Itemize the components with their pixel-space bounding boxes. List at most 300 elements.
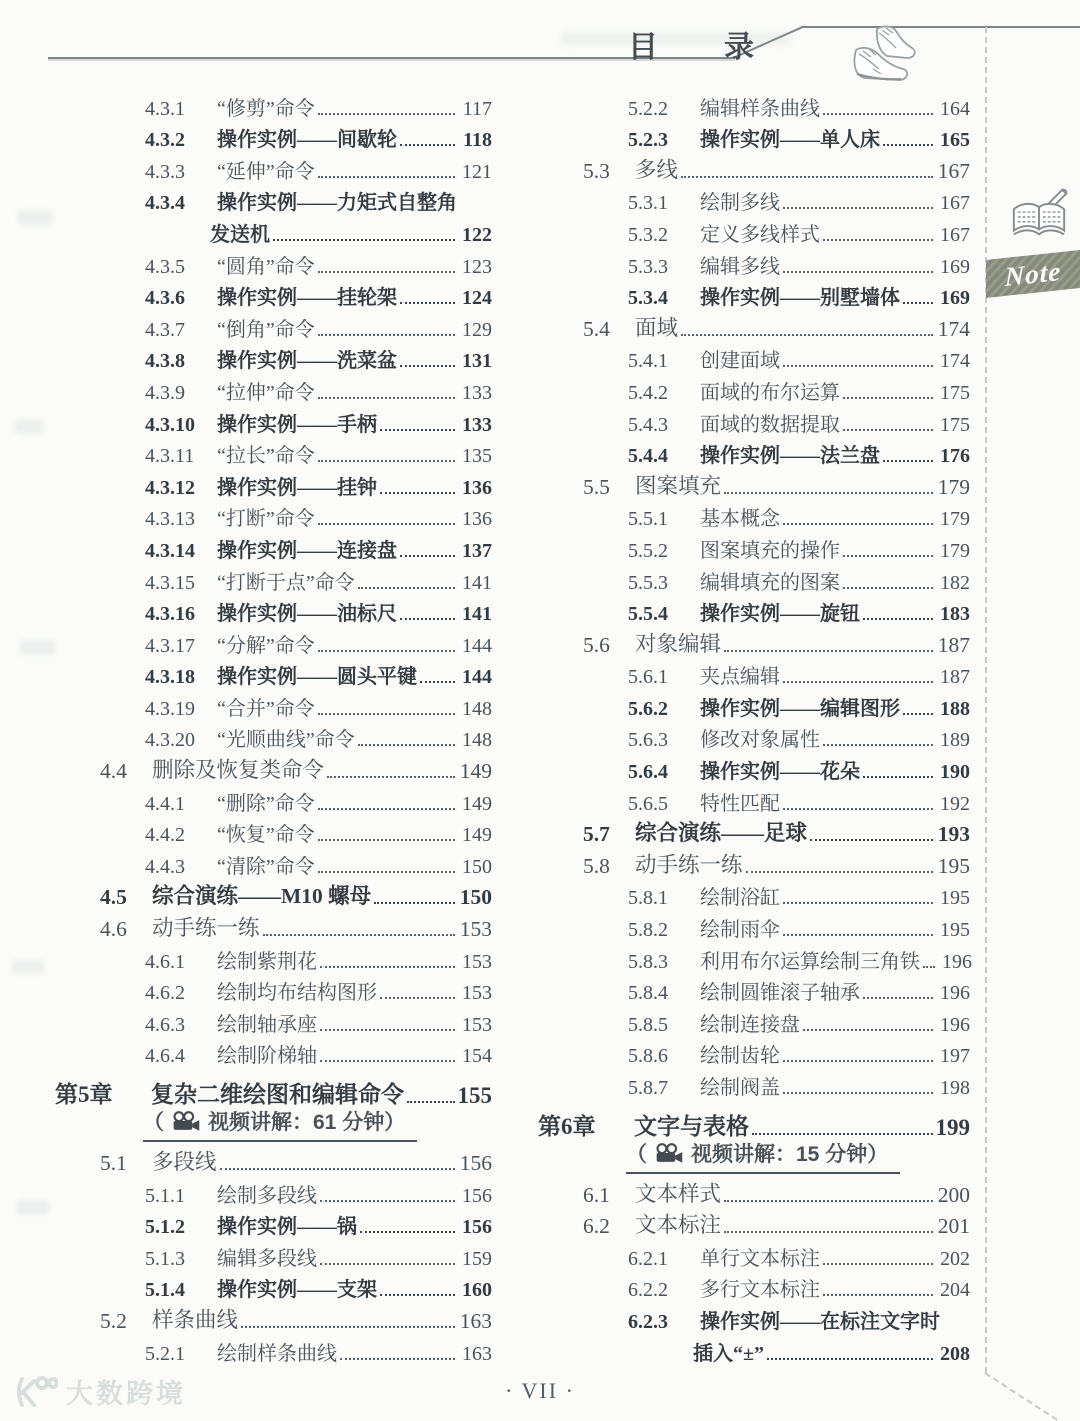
toc-entry [538, 437, 970, 469]
entry-page: 198 [940, 1077, 970, 1099]
entry-number: 5.1.4 [145, 1279, 185, 1302]
entry-title: 文本标注 [635, 1213, 722, 1238]
leader-dots [327, 776, 455, 778]
entry-number: 5.2.2 [628, 97, 668, 120]
entry-number: 6.2.2 [628, 1279, 668, 1302]
entry-title: 单行文本标注 [700, 1247, 820, 1270]
toc-entry [538, 373, 970, 405]
leader-dots [380, 492, 455, 494]
entry-number: 5.8.3 [628, 950, 668, 973]
leader-dots [318, 839, 455, 841]
entry-title: 绘制多段线 [217, 1184, 317, 1207]
toc-entry [55, 1271, 492, 1303]
entry-title: 操作实例——锅 [217, 1216, 357, 1239]
leader-dots [273, 239, 455, 241]
entry-title: 创建面域 [700, 350, 780, 373]
entry-number: 4.3.20 [145, 729, 195, 752]
toc-entry [538, 910, 970, 942]
entry-title: 编辑多段线 [217, 1247, 317, 1270]
leader-dots [318, 113, 455, 115]
leader-dots [783, 365, 933, 367]
watermark-text: 大数跨境 [66, 1379, 186, 1409]
entry-page: 144 [462, 666, 492, 689]
leader-dots [400, 144, 455, 146]
entry-title: 绘制连接盘 [700, 1013, 800, 1036]
entry-number: 5.3.2 [628, 223, 668, 246]
leader-dots [318, 397, 455, 399]
entry-title: “倒角”命令 [217, 318, 315, 341]
toc-entry [55, 563, 492, 595]
entry-number: 4.4 [100, 759, 127, 784]
leader-dots [318, 523, 455, 525]
entry-page: 165 [940, 129, 970, 152]
entry-page: 155 [457, 1083, 492, 1109]
leader-dots [358, 744, 455, 746]
entry-number: 5.1 [100, 1151, 127, 1175]
toc-entry [55, 1334, 492, 1366]
entry-page: 121 [462, 160, 492, 183]
leader-dots [374, 902, 455, 904]
entry-page: 196 [940, 982, 970, 1005]
entry-title: 操作实例——挂轮架 [217, 287, 397, 310]
toc-entry [55, 974, 492, 1006]
leader-dots [263, 934, 455, 936]
entry-number: 4.4.2 [145, 824, 185, 847]
entry-number: 4.3.14 [145, 539, 195, 562]
leader-dots [843, 587, 933, 589]
video-camera-icon [654, 1142, 684, 1164]
entry-number: 4.3.6 [145, 287, 185, 310]
entry-number: 5.4 [583, 316, 610, 341]
entry-number: 5.3.1 [628, 192, 668, 215]
leader-dots [320, 1029, 455, 1031]
toc-entry [55, 342, 492, 374]
entry-page: 200 [937, 1182, 970, 1207]
entry-number: 5.6 [583, 632, 610, 657]
entry-title: 综合演练——足球 [635, 821, 808, 846]
toc-entry [55, 437, 492, 469]
entry-number: 5.4.4 [628, 445, 668, 468]
entry-page: 196 [940, 1013, 970, 1036]
entry-title: 操作实例——单人床 [700, 129, 880, 152]
entry-number: 5.2.1 [145, 1342, 185, 1365]
leader-dots [724, 650, 933, 652]
toc-entry [538, 942, 970, 974]
entry-title: 删除及恢复类命令 [152, 758, 325, 783]
leader-dots [320, 1060, 455, 1062]
toc-entry [538, 279, 970, 311]
toc-entry [55, 279, 492, 311]
entry-title: 样条曲线 [152, 1307, 239, 1332]
toc-entry [55, 1302, 492, 1334]
leader-dots [318, 176, 455, 178]
bleed-through-smudge [14, 420, 44, 434]
leader-dots [803, 1029, 933, 1031]
entry-title: “拉伸”命令 [217, 381, 315, 404]
entry-title: “修剪”命令 [217, 97, 315, 120]
entry-page: 123 [462, 255, 492, 278]
entry-page: 148 [462, 729, 492, 752]
toc-entry [538, 721, 970, 753]
video-note-open-paren: （ [143, 1111, 164, 1135]
leader-dots [823, 1294, 933, 1296]
leader-dots [380, 429, 455, 431]
leader-dots [400, 618, 455, 620]
entry-title: 动手练一练 [635, 852, 743, 877]
entry-title: “光顺曲线”命令 [217, 729, 355, 752]
leader-dots [340, 1358, 455, 1360]
entry-number: 5.5.2 [628, 539, 668, 562]
entry-page: 163 [459, 1308, 492, 1333]
entry-title: 绘制阀盖 [700, 1077, 780, 1099]
sneakers-sketch-icon [843, 24, 919, 88]
toc-entry [538, 974, 970, 1006]
entry-number: 5.5.1 [628, 508, 668, 531]
toc-entry [538, 1037, 970, 1069]
toc-entry [538, 689, 970, 721]
entry-page: 204 [940, 1279, 970, 1302]
entry-number: 5.6.1 [628, 666, 668, 689]
entry-page: 197 [940, 1045, 970, 1068]
entry-page: 179 [937, 474, 970, 499]
leader-dots [783, 523, 933, 525]
entry-title: 操作实例——力矩式自整角 [217, 192, 457, 215]
entry-number: 4.6.4 [145, 1045, 185, 1068]
toc-entry [538, 752, 970, 784]
toc-entry [55, 184, 492, 216]
video-camera-icon [171, 1110, 201, 1132]
entry-number: 5.4.2 [628, 381, 668, 404]
toc-chapter-entry [55, 1075, 492, 1109]
entry-title: 操作实例——旋钮 [700, 603, 860, 626]
leader-dots [318, 650, 455, 652]
entry-title: 文本样式 [635, 1181, 722, 1206]
leader-dots [783, 808, 933, 810]
entry-page: 190 [940, 761, 970, 784]
entry-page: 196 [942, 950, 972, 973]
leader-dots [823, 113, 933, 115]
entry-number: 4.3.13 [145, 508, 195, 531]
entry-number: 4.4.3 [145, 855, 185, 878]
entry-page: 144 [462, 634, 492, 657]
entry-title: 编辑样条曲线 [700, 97, 820, 120]
entry-page: 137 [462, 539, 492, 562]
entry-number: 4.6.2 [145, 982, 185, 1005]
entry-page: 192 [940, 792, 970, 815]
toc-entry [538, 247, 970, 279]
entry-title: 绘制样条曲线 [217, 1342, 337, 1365]
leader-dots [320, 1200, 455, 1202]
leader-dots [823, 239, 933, 241]
entry-title: 操作实例——支架 [217, 1279, 377, 1302]
entry-number: 第5章 [55, 1082, 113, 1108]
entry-title: 操作实例——油标尺 [217, 603, 397, 626]
leader-dots [783, 271, 933, 273]
entry-title: 绘制浴缸 [700, 887, 780, 910]
leader-dots [318, 808, 455, 810]
video-duration-note [55, 1109, 492, 1142]
entry-title: 操作实例——花朵 [700, 761, 860, 784]
entry-page: 195 [940, 887, 970, 910]
toc-entry [55, 752, 492, 784]
entry-number: 5.5.4 [628, 603, 668, 626]
toc-entry [55, 152, 492, 184]
toc-entry [55, 373, 492, 405]
entry-title: 多段线 [152, 1150, 217, 1174]
entry-page: 167 [940, 223, 970, 246]
toc-entry [55, 879, 492, 911]
entry-page: 179 [940, 539, 970, 562]
entry-page: 156 [462, 1216, 492, 1239]
entry-title: 操作实例——间歇轮 [217, 129, 397, 152]
entry-page: 159 [462, 1247, 492, 1270]
entry-number: 5.3.4 [628, 287, 668, 310]
toc-entry [538, 215, 970, 247]
entry-number: 4.3.10 [145, 413, 195, 436]
leader-dots [810, 839, 933, 841]
entry-number: 5.8.7 [628, 1077, 668, 1099]
entry-number: 5.8.4 [628, 982, 668, 1005]
entry-number: 4.3.3 [145, 160, 185, 183]
entry-page: 150 [462, 855, 492, 878]
entry-title: “分解”命令 [217, 634, 315, 657]
bleed-through-smudge [20, 640, 56, 655]
leader-dots [823, 1263, 933, 1265]
entry-title: 发送机 [210, 223, 270, 246]
k100-logo-icon [14, 1373, 58, 1411]
toc-entry [55, 1208, 492, 1240]
entry-page: 133 [462, 413, 492, 436]
entry-title: 绘制多线 [700, 192, 780, 215]
entry-number: 4.3.8 [145, 350, 185, 373]
entry-page: 199 [935, 1115, 970, 1140]
entry-number: 4.3.2 [145, 129, 185, 152]
entry-page: 175 [940, 413, 970, 436]
entry-page: 193 [937, 822, 970, 847]
toc-entry [538, 816, 970, 848]
entry-title: 面域 [635, 315, 679, 340]
entry-title: 多行文本标注 [700, 1279, 820, 1302]
entry-page: 160 [462, 1279, 492, 1302]
entry-page: 187 [937, 632, 970, 657]
entry-number: 4.5 [100, 885, 127, 910]
entry-title: 复杂二维绘图和编辑命令 [151, 1082, 404, 1108]
entry-number: 5.8 [583, 853, 610, 878]
leader-dots [843, 429, 933, 431]
toc-entry [55, 1176, 492, 1208]
entry-title: 操作实例——编辑图形 [700, 697, 900, 720]
video-duration-note [538, 1141, 970, 1174]
entry-number: 5.2 [100, 1308, 127, 1333]
entry-page: 188 [940, 697, 970, 720]
entry-number: 4.3.9 [145, 381, 185, 404]
page-title: 目 录 [628, 31, 772, 64]
leader-dots [420, 681, 455, 683]
toc-entry [538, 468, 970, 500]
entry-title: 绘制轴承座 [217, 1013, 317, 1036]
toc-entry [538, 658, 970, 690]
entry-title: 文字与表格 [634, 1114, 749, 1139]
entry-title: 操作实例——手柄 [217, 413, 377, 436]
bleed-through-smudge [18, 210, 52, 226]
toc-entry [538, 784, 970, 816]
entry-number: 5.8.5 [628, 1013, 668, 1036]
entry-title: 定义多线样式 [700, 223, 820, 246]
entry-number: 5.8.2 [628, 919, 668, 942]
toc-entry [55, 595, 492, 627]
entry-page: 195 [937, 853, 970, 878]
entry-title: 绘制圆锥滚子轴承 [700, 982, 860, 1005]
entry-title: 利用布尔运算绘制三角铁 [700, 950, 920, 973]
leader-dots [783, 1060, 933, 1062]
note-tab-label: Note [1004, 255, 1062, 292]
entry-page: 169 [940, 255, 970, 278]
toc-entry [538, 531, 970, 563]
entry-page: 133 [462, 381, 492, 404]
leader-dots [358, 587, 455, 589]
entry-page: 183 [940, 603, 970, 626]
entry-number: 6.1 [583, 1182, 610, 1207]
entry-page: 187 [940, 666, 970, 689]
leader-dots [923, 966, 935, 968]
toc-entry [55, 405, 492, 437]
entry-page: 156 [462, 1184, 492, 1207]
entry-number: 5.6.4 [628, 761, 668, 784]
video-note-label: 视频讲解：61 分钟） [208, 1111, 406, 1135]
entry-page: 182 [940, 571, 970, 594]
entry-title: 操作实例——圆头平键 [217, 666, 417, 689]
leader-dots [318, 271, 455, 273]
toc-column-right [538, 89, 970, 1366]
entry-page: 149 [462, 792, 492, 815]
entry-page: 148 [462, 697, 492, 720]
toc-entry [538, 595, 970, 627]
toc-entry [538, 847, 970, 879]
entry-page: 136 [462, 508, 492, 531]
entry-page: 176 [940, 445, 970, 468]
leader-dots [318, 871, 455, 873]
entry-page: 135 [462, 445, 492, 468]
toc-entry [538, 121, 970, 153]
entry-page: 163 [462, 1342, 492, 1365]
toc-entry [538, 1005, 970, 1037]
entry-number: 5.1.2 [145, 1216, 185, 1239]
entry-number: 4.3.16 [145, 603, 195, 626]
entry-title: 多线 [635, 157, 679, 182]
entry-page: 117 [462, 97, 492, 120]
entry-page: 153 [462, 950, 492, 973]
entry-page: 154 [462, 1045, 492, 1068]
entry-title: “拉长”命令 [217, 445, 315, 468]
toc-entry [538, 184, 970, 216]
leader-dots [843, 555, 933, 557]
entry-title: 面域的布尔运算 [700, 381, 840, 404]
leader-dots [883, 460, 933, 462]
entry-page: 189 [940, 729, 970, 752]
entry-number: 4.3.12 [145, 476, 195, 499]
entry-page: 167 [937, 158, 970, 183]
entry-number: 6.2 [583, 1214, 610, 1239]
toc-entry [538, 500, 970, 532]
leader-dots [220, 1168, 455, 1170]
leader-dots [863, 997, 933, 999]
toc-entry [538, 89, 970, 121]
entry-title: “打断”命令 [217, 508, 315, 531]
entry-page: 136 [462, 476, 492, 499]
toc-entry [538, 1239, 970, 1271]
entry-title: 绘制紫荆花 [217, 950, 317, 973]
leader-dots [318, 713, 455, 715]
leader-dots [752, 1133, 933, 1135]
toc-column-left [55, 89, 492, 1366]
toc-entry [538, 1334, 970, 1366]
leader-dots [783, 681, 933, 683]
entry-page: 195 [940, 919, 970, 942]
toc-entry [55, 784, 492, 816]
entry-page: 149 [459, 759, 492, 784]
entry-number: 4.4.1 [145, 792, 185, 815]
toc-chapter-entry [538, 1107, 970, 1141]
leader-dots [863, 776, 933, 778]
toc-entry [538, 405, 970, 437]
entry-number: 5.4.1 [628, 350, 668, 373]
toc-entry [538, 1176, 970, 1208]
toc-entry [55, 721, 492, 753]
toc-entry [55, 89, 492, 121]
video-note-label: 视频讲解：15 分钟） [691, 1143, 889, 1166]
entry-title: 动手练一练 [152, 916, 260, 941]
toc-entry [55, 847, 492, 879]
leader-dots [318, 334, 455, 336]
toc-entry [55, 1037, 492, 1069]
toc-entry [538, 879, 970, 911]
note-tab [986, 250, 1080, 298]
entry-page: 118 [463, 129, 492, 152]
entry-number: 5.7 [583, 822, 610, 847]
entry-number: 5.3.3 [628, 255, 668, 278]
entry-number: 5.1.3 [145, 1247, 185, 1270]
leader-dots [400, 302, 455, 304]
entry-title: 综合演练——M10 螺母 [152, 884, 372, 909]
toc-entry [538, 626, 970, 658]
leader-dots [724, 1200, 933, 1202]
video-note-underlined [626, 1138, 900, 1174]
entry-title: 特性匹配 [700, 792, 780, 815]
entry-title: 插入“±” [693, 1342, 764, 1365]
entry-title: 修改对象属性 [700, 729, 820, 752]
leader-dots [320, 1263, 455, 1265]
toc-entry [55, 942, 492, 974]
entry-page: 169 [940, 287, 970, 310]
entry-number: 4.6 [100, 917, 127, 942]
entry-number: 5.1.1 [145, 1184, 185, 1207]
entry-page: 174 [937, 316, 970, 341]
toc-entry [55, 1239, 492, 1271]
leader-dots [783, 1092, 933, 1094]
entry-page: 131 [462, 350, 492, 373]
leader-dots [681, 334, 933, 336]
bleed-through-smudge [16, 1200, 50, 1215]
entry-page: 150 [459, 885, 492, 910]
toc-entry [55, 816, 492, 848]
entry-number: 5.8.6 [628, 1045, 668, 1068]
toc-entry [538, 1271, 970, 1303]
toc-entry [55, 531, 492, 563]
entry-number: 4.3.18 [145, 666, 195, 689]
entry-page: 179 [940, 508, 970, 531]
leader-dots [746, 871, 933, 873]
entry-number: 4.6.1 [145, 950, 185, 973]
